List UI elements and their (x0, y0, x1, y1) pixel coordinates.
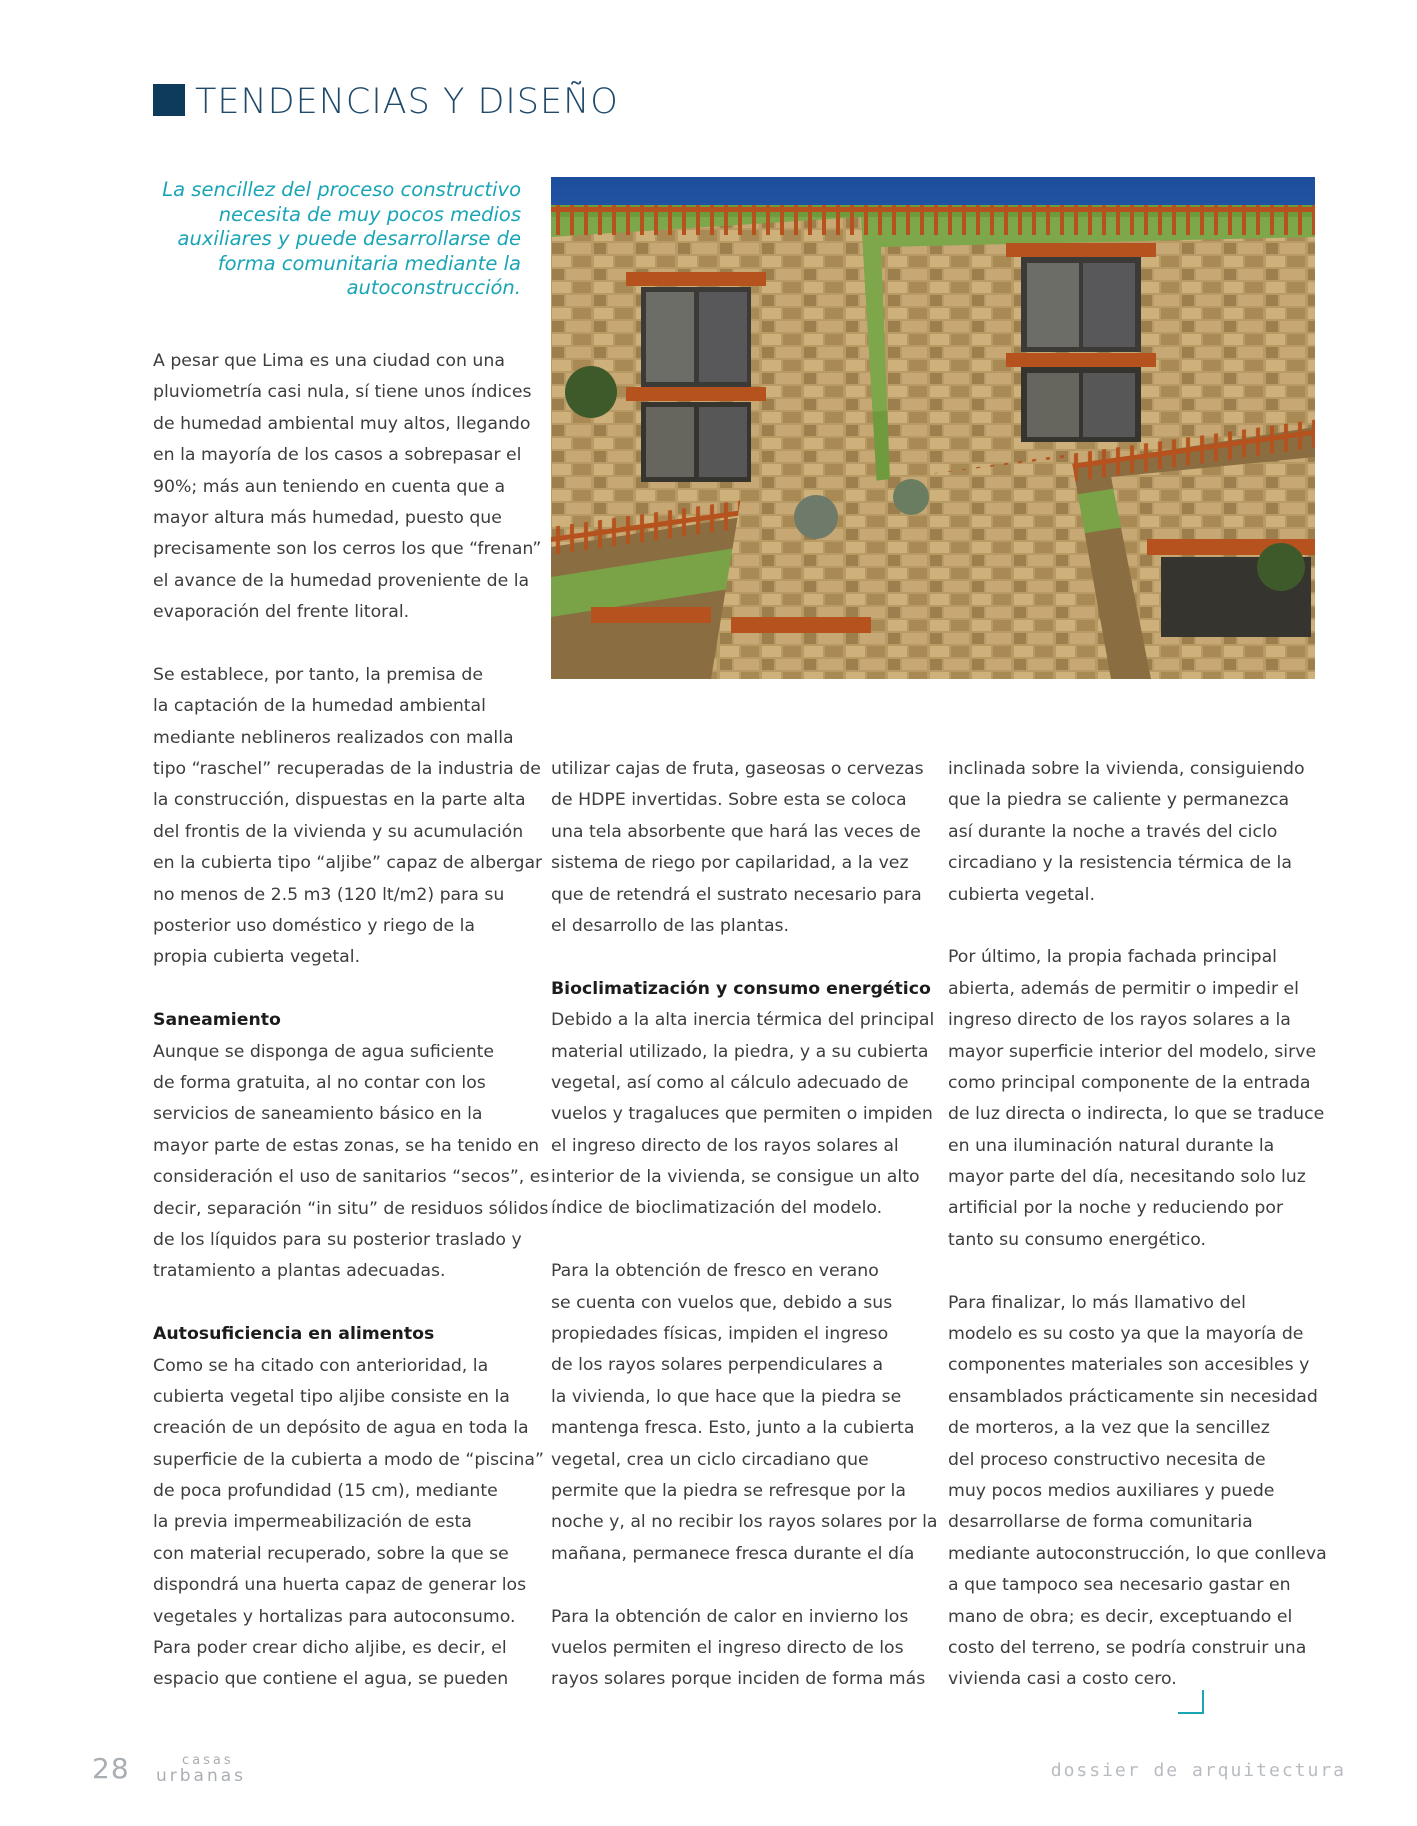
body-text-line: de poca profundidad (15 cm), mediante (153, 1481, 498, 1502)
body-text-line: tratamiento a plantas adecuadas. (153, 1261, 446, 1282)
casas-urbanas-logo (154, 1754, 254, 1788)
body-text-line: ingreso directo de los rayos solares a la (948, 1010, 1291, 1031)
text-column-1 (153, 346, 550, 1696)
body-text-line: Se establece, por tanto, la premisa de (153, 664, 483, 685)
body-text-line: en una iluminación natural durante la (948, 1135, 1275, 1156)
body-text-line: vivienda casi a costo cero. (948, 1669, 1177, 1690)
body-text-line: 90%; más aun teniendo en cuenta que a (153, 476, 506, 497)
body-text-line: índice de bioclimatización del modelo. (551, 1198, 883, 1219)
body-text-line: la captación de la humedad ambiental (153, 696, 486, 717)
body-text-line: Para finalizar, lo más llamativo del (948, 1292, 1246, 1313)
body-text-line: circadiano y la resistencia térmica de la (948, 853, 1292, 874)
body-text-line: de morteros, a la vez que la sencillez (948, 1418, 1270, 1439)
body-text-line: espacio que contiene el agua, se pueden (153, 1669, 509, 1690)
body-text-line: así durante la noche a través del ciclo (948, 821, 1278, 842)
body-text-line: ensamblados prácticamente sin necesidad (948, 1386, 1318, 1407)
body-text-line: que de retendrá el sustrato necesario para (551, 884, 922, 905)
body-text-line: vuelos permiten el ingreso directo de los (551, 1637, 904, 1658)
body-text-line: una tela absorbente que hará las veces de (551, 821, 921, 842)
pullquote-line: necesita de muy pocos medios (218, 202, 521, 226)
body-text-line: costo del terreno, se podría construir una (948, 1637, 1307, 1658)
body-text-line: vegetal, crea un ciclo circadiano que (551, 1449, 869, 1470)
body-text-line: modelo es su costo ya que la mayoría de (948, 1324, 1304, 1345)
paragraph-gap (153, 974, 533, 1005)
body-text-line: rayos solares porque inciden de forma más (551, 1669, 926, 1690)
body-text-line: en la cubierta tipo “aljibe” capaz de albergar (153, 853, 543, 874)
paragraph-gap (551, 1225, 931, 1256)
body-text-line: a que tampoco sea necesario gastar en (948, 1575, 1291, 1596)
body-text-line: artificial por la noche y reduciendo por (948, 1198, 1284, 1219)
subheading: Saneamiento (153, 1010, 281, 1031)
footer-section-label: dossier de arquitectura (1050, 1760, 1346, 1781)
paragraph-gap (153, 629, 533, 660)
body-text-line: la vivienda, lo que hace que la piedra se (551, 1386, 902, 1407)
body-text-line: noche y, al no recibir los rayos solares por la (551, 1512, 938, 1533)
body-text-line: del frontis de la vivienda y su acumulación (153, 821, 524, 842)
pullquote-line: autoconstrucción. (346, 276, 521, 299)
pullquote-line: auxiliares y puede desarrollarse de (177, 227, 521, 250)
paragraph-gap (153, 1288, 533, 1319)
section-title: TENDENCIAS Y DISEÑO (195, 82, 619, 122)
end-of-article-mark (1178, 1690, 1204, 1714)
body-text-line: Aunque se disponga de agua suficiente (153, 1041, 495, 1062)
body-text-line: mayor superficie interior del modelo, sirve (948, 1041, 1317, 1062)
body-text-line: cubierta vegetal tipo aljibe consiste en la (153, 1386, 510, 1407)
body-text-line: A pesar que Lima es una ciudad con una (153, 351, 505, 371)
body-text-line: Por último, la propia fachada principal (948, 947, 1277, 968)
body-text-line: mañana, permanece fresca durante el día (551, 1543, 915, 1564)
body-text-line: vuelos y tragaluces que permiten o impiden (551, 1104, 933, 1125)
body-text-line: vegetales y hortalizas para autoconsumo. (153, 1606, 516, 1627)
body-text-line: evaporación del frente litoral. (153, 602, 410, 623)
body-text-line: utilizar cajas de fruta, gaseosas o cervezas (551, 759, 924, 779)
architecture-render-image (551, 177, 1315, 679)
body-text-line: mediante autoconstrucción, lo que conlleva (948, 1543, 1327, 1564)
body-text-line: Para la obtención de fresco en verano (551, 1261, 879, 1282)
body-text-line: superficie de la cubierta a modo de “piscina” (153, 1449, 544, 1470)
paragraph-gap (551, 942, 931, 973)
section-square-icon (153, 84, 185, 116)
paragraph-gap (551, 1570, 931, 1601)
body-text-line: interior de la vivienda, se consigue un alto (551, 1167, 920, 1188)
body-text-line: de HDPE invertidas. Sobre esta se coloca (551, 790, 907, 811)
body-text-line: mayor parte de estas zonas, se ha tenido en (153, 1135, 540, 1156)
text-column-2 (551, 754, 938, 1696)
body-text-line: la previa impermeabilización de esta (153, 1512, 472, 1533)
body-text-line: de los líquidos para su posterior traslado y (153, 1229, 522, 1250)
subheading: Autosuficiencia en alimentos (153, 1324, 435, 1345)
body-text-line: muy pocos medios auxiliares y puede (948, 1480, 1275, 1501)
pullquote (153, 178, 521, 301)
body-text-line: material utilizado, la piedra, y a su cubierta (551, 1041, 929, 1062)
body-text-line: tipo “raschel” recuperadas de la industria de (153, 759, 541, 780)
body-text-line: mantenga fresca. Esto, junto a la cubierta (551, 1418, 915, 1439)
body-text-line: pluviometría casi nula, sí tiene unos índices (153, 382, 532, 403)
logo-top-word: casas (182, 1753, 234, 1768)
body-text-line: se cuenta con vuelos que, debido a sus (551, 1292, 893, 1313)
body-text-line: el ingreso directo de los rayos solares al (551, 1135, 899, 1156)
subheading: Bioclimatización y consumo energético (551, 978, 931, 999)
body-text-line: como principal componente de la entrada (948, 1072, 1311, 1093)
body-text-line: de forma gratuita, al no contar con los (153, 1072, 486, 1093)
body-text-line: mano de obra; es decir, exceptuando el (948, 1606, 1293, 1627)
body-text-line: que la piedra se caliente y permanezca (948, 790, 1290, 811)
body-text-line: permite que la piedra se refresque por la (551, 1480, 906, 1501)
body-text-line: la construcción, dispuestas en la parte alta (153, 790, 526, 811)
text-column-3 (948, 754, 1328, 1696)
body-text-line: de humedad ambiental muy altos, llegando (153, 413, 531, 434)
page-number: 28 (92, 1752, 130, 1785)
body-text-line: Para poder crear dicho aljibe, es decir, el (153, 1638, 507, 1659)
pullquote-line: forma comunitaria mediante la (217, 251, 521, 275)
body-text-line: propia cubierta vegetal. (153, 947, 361, 968)
body-text-line: no menos de 2.5 m3 (120 lt/m2) para su (153, 884, 505, 905)
body-text-line: componentes materiales son accesibles y (948, 1355, 1310, 1376)
body-text-line: creación de un depósito de agua en toda la (153, 1418, 529, 1439)
body-text-line: servicios de saneamiento básico en la (153, 1104, 483, 1125)
body-text-line: mayor altura más humedad, puesto que (153, 507, 502, 528)
body-text-line: con material recuperado, sobre la que se (153, 1543, 509, 1564)
body-text-line: sistema de riego por capilaridad, a la vez (551, 853, 909, 874)
body-text-line: Para la obtención de calor en invierno los (551, 1606, 909, 1627)
body-text-line: posterior uso doméstico y riego de la (153, 916, 475, 937)
body-text-line: abierta, además de permitir o impedir el (948, 978, 1299, 999)
body-text-line: Como se ha citado con anterioridad, la (153, 1355, 489, 1376)
paragraph-gap (948, 1256, 1328, 1287)
body-text-line: precisamente son los cerros los que “frenan” (153, 539, 542, 560)
body-text-line: propiedades físicas, impiden el ingreso (551, 1324, 889, 1345)
body-text-line: el desarrollo de las plantas. (551, 915, 790, 936)
body-text-line: mediante neblineros realizados con malla (153, 727, 514, 748)
body-text-line: en la mayoría de los casos a sobrepasar el (153, 445, 522, 466)
body-text-line: decir, separación “in situ” de residuos sólidos (153, 1198, 549, 1219)
body-text-line: desarrollarse de forma comunitaria (948, 1512, 1253, 1533)
body-text-line: el avance de la humedad proveniente de la (153, 570, 530, 591)
body-text-line: vegetal, así como al cálculo adecuado de (551, 1072, 909, 1093)
body-text-line: tanto su consumo energético. (948, 1229, 1206, 1250)
pullquote-line: La sencillez del proceso constructivo (162, 178, 521, 201)
body-text-line: de los rayos solares perpendiculares a (551, 1355, 884, 1376)
logo-bottom-word: urbanas (156, 1766, 247, 1786)
body-text-line: mayor parte del día, necesitando solo luz (948, 1167, 1306, 1188)
body-text-line: consideración el uso de sanitarios “secos”, es (153, 1167, 550, 1188)
body-text-line: del proceso constructivo necesita de (948, 1449, 1266, 1470)
body-text-line: de luz directa o indirecta, lo que se traduce (948, 1104, 1325, 1125)
body-text-line: inclinada sobre la vivienda, consiguiendo (948, 759, 1305, 779)
body-text-line: Debido a la alta inercia térmica del principal (551, 1010, 935, 1031)
paragraph-gap (948, 911, 1328, 942)
body-text-line: cubierta vegetal. (948, 884, 1095, 905)
body-text-line: dispondrá una huerta capaz de generar los (153, 1575, 527, 1596)
